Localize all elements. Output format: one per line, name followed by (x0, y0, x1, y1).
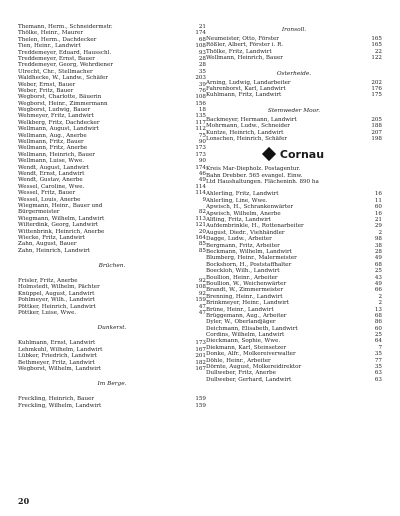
entry-house-number: 2 (378, 300, 382, 307)
entry-name: Lonschen, Heinrich, Schäfer (206, 135, 288, 142)
entry-house-number: 20 (198, 228, 206, 235)
entry-house-number: 159 (195, 297, 206, 304)
entry-house-number: 35 (374, 364, 382, 371)
entry-name: Mohrmann, Ludw., Schneider (206, 123, 290, 130)
entry-name: Frisler, Fritz, Anerbe (18, 278, 78, 285)
entry-name: Brinkmeyer, Heinr., Landwirt (206, 300, 289, 307)
entry-house-number: 90 (198, 158, 206, 165)
entry-name: Freckling, Heinrich, Bauer (18, 396, 95, 403)
entry-house-number: 112 (195, 126, 206, 133)
entry-house-number: 11 (374, 197, 382, 204)
entry-name: Wellmann, Aug., Anerbe (18, 132, 87, 139)
entry-house-number: 77 (374, 357, 382, 364)
entry-house-number: 92 (198, 278, 206, 285)
entry-name: Dieckmann, Sophie, Wwe. (206, 338, 281, 345)
entry-house-number: 182 (195, 359, 206, 366)
directory-entry (18, 248, 206, 254)
entry-name: August, Diedr., Viehhändler (206, 229, 285, 236)
entry-house-number: 108 (195, 43, 206, 50)
entry-house-number: 164 (195, 234, 206, 241)
town-info (206, 166, 382, 185)
entry-house-number: 156 (195, 100, 206, 107)
entry-house-number: 60 (374, 325, 382, 332)
entry-name: Themann, Herm., Schneidermstr. (18, 24, 113, 30)
entry-house-number: 203 (195, 75, 206, 82)
town-name: Cornau (279, 147, 325, 161)
entry-house-number: 18 (198, 107, 206, 114)
entry-house-number: 47 (198, 310, 206, 317)
entry-house-number: 66 (374, 287, 382, 294)
entry-house-number: 68 (374, 312, 382, 319)
entry-house-number: 25 (374, 268, 382, 275)
entry-house-number: 21 (374, 217, 382, 224)
entry-house-number: 159 (195, 402, 206, 409)
entry-name: Wessel, Fritz, Bauer (18, 190, 76, 197)
entry-name: Wegborst, Ludwig, Bauer (18, 107, 91, 114)
entry-house-number: 46 (198, 170, 206, 177)
entry-house-number: 63 (374, 370, 382, 377)
entry-name: Holmstedt, Wilhelm, Pächter (18, 284, 100, 291)
entry-house-number: 25 (374, 332, 382, 339)
entry-house-number: 28 (198, 62, 206, 69)
entry-house-number: 35 (374, 351, 382, 358)
entry-house-number: 174 (195, 164, 206, 171)
entry-house-number: 85 (198, 247, 206, 254)
entry-name: Thelen, Herm., Dachdecker (18, 36, 97, 43)
entry-name: Deichmann, Elisabeth, Landwirt (206, 325, 298, 332)
entry-house-number: 135 (195, 113, 206, 120)
entry-name: Bockshorn, H., Poststaffhalter (206, 261, 292, 268)
entry-name: Wiegmann, Heinr., Bauer und (18, 202, 103, 209)
entry-house-number: 76 (198, 87, 206, 94)
town-info-line: Bahn Drebber. 565 evangel. Einw. (206, 172, 303, 179)
entry-name: Dagge, Ludw., Arbeiter (206, 236, 272, 243)
entry-name: Boeckloh, Wilh., Landwirt (206, 268, 280, 275)
entry-name: Wendt, Ernst, Landwirt (18, 170, 85, 177)
entry-name: Wessel, Caroline, Wwe. (18, 183, 85, 190)
section-heading: Im Berge. (97, 381, 127, 388)
entry-name: Zahn, August, Bauer (18, 241, 77, 248)
entry-name: Wendt, Gustav, Anerbe (18, 177, 83, 184)
entry-house-number: 49 (374, 280, 382, 287)
entry-name: Welkberg, Fritz, Dachdecker (18, 119, 100, 126)
entry-house-number: 159 (195, 396, 206, 403)
section-heading: Ironsoll. (281, 27, 307, 33)
entry-house-number: 43 (374, 274, 382, 281)
entry-house-number: 108 (195, 94, 206, 101)
entry-house-number: 173 (195, 340, 206, 347)
section-heading: Dunkerst. (97, 325, 127, 332)
section-heading: Osterheide. (276, 70, 312, 77)
entry-name: Kuntze, Heinrich, Landwirt (206, 129, 284, 136)
entry-house-number: 16 (374, 210, 382, 217)
entry-name: Kuhlmann, Fritz, Landwirt (206, 92, 282, 99)
entry-name: Neumeister, Otto, Förster (206, 36, 279, 42)
entry-name: Weber, Ernst, Bauer (18, 81, 76, 88)
entry-house-number: 86 (374, 319, 382, 326)
entry-house-number: 188 (371, 123, 382, 130)
entry-name: Boullion, Heinr., Arbeiter (206, 274, 278, 281)
entry-house-number: 82 (198, 209, 206, 216)
entry-name: Waldhecke, W., Landw., Schäfer (18, 75, 109, 82)
entry-name: Diekmann, Karl, Steinsetzer (206, 344, 287, 351)
entry-house-number: 201 (195, 353, 206, 360)
entry-house-number: 93 (198, 49, 206, 56)
entry-house-number: 9 (202, 196, 206, 203)
entry-name: Kuhlmann, Ernst, Landwirt (18, 340, 96, 347)
entry-name: Lübker, Friedrich, Landwirt (18, 353, 97, 360)
entry-name: Thölke, Heinr., Maurer (18, 30, 84, 37)
entry-name: Bergmann, Fritz, Arbeiter (206, 242, 280, 249)
entry-name: Thölke, Fritz, Landwirt (206, 48, 272, 55)
entry-name: Backmeyer, Hermann, Landwirt (206, 116, 297, 123)
entry-name: Wellmann, Fritz, Anerbe (18, 145, 88, 152)
entry-house-number: 207 (371, 129, 382, 136)
entry-name: Wiecke, Fritz, Landwirt (18, 234, 85, 241)
entry-house-number: 47 (198, 303, 206, 310)
entry-name: Pöttker, Heinrich, Landwirt (18, 303, 96, 310)
entry-house-number: 49 (374, 255, 382, 262)
entry-house-number: 64 (374, 338, 382, 345)
entry-name: Ahlerling, Fritz, Landwirt (206, 191, 279, 198)
entry-name: Wilterdink, Georg, Landwirt (18, 222, 99, 229)
entry-name: Dyler, W., Oberlandjäger (206, 319, 276, 326)
entry-name: Cordins, Wilhelm, Landwirt (206, 332, 285, 339)
entry-name: Wendt, August, Landwirt (18, 164, 89, 171)
entry-name: Wegborst, Charlotte, Bäuerin (18, 94, 102, 101)
entry-name: Donke, Alfr., Molkereiverwalter (206, 351, 296, 358)
entry-house-number: 175 (371, 92, 382, 99)
entry-house-number: 68 (374, 261, 382, 268)
town-heading (206, 142, 382, 166)
entry-house-number: 28 (198, 55, 206, 62)
entry-house-number: 202 (371, 79, 382, 86)
entry-name: Wittenbrink, Heinrich, Anerbe (18, 228, 105, 235)
page-number: 20 (18, 496, 30, 506)
entry-house-number: 7 (378, 344, 382, 351)
entry-house-number: 16 (374, 191, 382, 198)
entry-name: Apwisch, Wilhelm, Anerbe (206, 210, 281, 217)
entry-name: Bürgermeister (18, 209, 60, 216)
entry-name: Ahlerling, Line, Wwe. (206, 197, 268, 204)
entry-house-number: 68 (198, 36, 206, 43)
entry-name: Wehmeyer, Fritz, Landwirt (18, 113, 94, 120)
entry-name: Rößler, Albert, Förster i. R. (206, 42, 284, 49)
entry-house-number: 38 (374, 242, 382, 249)
entry-name: Fahrenborst, Karl, Landwirt (206, 85, 286, 92)
entry-name: Tien, Heinr., Landwirt (18, 43, 81, 50)
entry-name: Döhle, Heinr., Arbeiter (206, 357, 271, 364)
entry-name: Pohlmeyer, Wilh., Landwirt (18, 297, 95, 304)
entry-house-number: 28 (374, 248, 382, 255)
entry-name: Wiegmann, Wilhelm, Landwirt (18, 215, 105, 222)
entry-name: Apwisch, H., Schrankenwärter (206, 204, 294, 211)
entry-name: Arning, Ludwig, Landarbeiter (206, 79, 291, 86)
entry-name: Dörnte, August, Molkereidirektor (206, 364, 302, 371)
entry-house-number: 13 (374, 306, 382, 313)
entry-name: Ulrecht, Chr., Stellmacher (18, 68, 93, 75)
entry-house-number: 85 (198, 241, 206, 248)
entry-house-number: 2 (378, 293, 382, 300)
entry-house-number: 29 (374, 223, 382, 230)
entry-name: Dullweber, Gerhard, Landwirt (206, 376, 292, 383)
entry-name: Wegborst, Wilhelm, Landwirt (18, 365, 102, 372)
town-info-line: Kreis Mar-Diepholz. Postagentur. (206, 166, 301, 173)
entry-name: Wellmann, Fritz, Bauer (18, 139, 84, 146)
directory-entry (206, 55, 382, 61)
directory-entry (18, 403, 206, 409)
directory-entry (206, 136, 382, 142)
right-column (206, 24, 382, 383)
entry-name: Brüggemann, Aug., Arbeiter (206, 312, 287, 319)
entry-house-number: 165 (371, 42, 382, 49)
entry-house-number: 165 (371, 36, 382, 42)
right-column-bottom (206, 191, 382, 383)
entry-name: Wellmann, Luise, Wwe. (18, 158, 85, 165)
entry-house-number: 167 (195, 346, 206, 353)
directory-entry (18, 310, 206, 316)
entry-name: Wellmann, Heinrich, Bauer (206, 55, 283, 62)
entry-name: Blumberg, Heinr., Malermeister (206, 255, 297, 262)
entry-name: Wegborst, Heinr., Zimmermann (18, 100, 108, 107)
entry-name: Pöttker, Luise, Wwe. (18, 310, 77, 317)
entry-name: Zahn, Heinrich, Landwirt (18, 247, 91, 254)
entry-house-number: 2 (378, 229, 382, 236)
entry-house-number: 117 (195, 119, 206, 126)
entry-name: Beckmann, Wilhelm, Landwirt (206, 248, 292, 255)
entry-name: Weber, Fritz, Bauer (18, 87, 74, 94)
entry-house-number: 174 (195, 30, 206, 37)
entry-name: Boullion, W., Weichenwärter (206, 280, 287, 287)
entry-house-number: 75 (198, 132, 206, 139)
entry-house-number: 35 (198, 68, 206, 75)
entry-name: Brandt, W., Zimmermeister (206, 287, 283, 294)
entry-name: Alfling, Fritz, Landwirt (206, 217, 271, 224)
right-column-top (206, 24, 382, 142)
entry-house-number: 198 (371, 135, 382, 142)
entry-house-number: 108 (195, 284, 206, 291)
section-heading: Stemweder Moor. (267, 107, 321, 114)
entry-name: Freckling, Wilhelm, Landwirt (18, 402, 102, 409)
entry-name: Brüne, Heinr., Landwirt (206, 306, 274, 313)
entry-name: Knüppel, August, Landwirt (18, 290, 95, 297)
entry-house-number: 60 (374, 204, 382, 211)
entry-house-number: 122 (371, 55, 382, 62)
entry-house-number: 90 (198, 139, 206, 146)
entry-house-number: 21 (198, 24, 206, 30)
entry-house-number: 113 (195, 215, 206, 222)
entry-name: Treddemeyer, Georg, Wehrdiener (18, 62, 113, 69)
entry-house-number: 173 (195, 151, 206, 158)
entry-name: Wellmann, Heinrich, Bauer (18, 151, 95, 158)
entry-name: Brenning, Heinr., Landwirt (206, 293, 283, 300)
directory-entry (206, 92, 382, 98)
entry-name: Wessel, Louis, Anerbe (18, 196, 81, 203)
entry-name: Bethmeyer, Fritz, Landwirt (18, 359, 95, 366)
entry-house-number: 121 (195, 222, 206, 229)
entry-house-number: 114 (195, 190, 206, 197)
entry-house-number: 205 (371, 116, 382, 123)
entry-house-number: 63 (374, 376, 382, 383)
directory-entry (206, 377, 382, 383)
entry-house-number: 92 (198, 290, 206, 297)
entry-house-number: 176 (371, 85, 382, 92)
diamond-icon (262, 147, 276, 161)
entry-house-number: 98 (374, 236, 382, 243)
entry-name: Wellmann, August, Landwirt (18, 126, 99, 133)
entry-house-number: 49 (198, 177, 206, 184)
entry-house-number: 167 (195, 365, 206, 372)
entry-house-number: 173 (195, 145, 206, 152)
section-heading: Brüchen. (98, 263, 126, 270)
directory-entry (18, 366, 206, 372)
town-info-line: Ltd Haushaltungen. Flächeninh. 890 ha (206, 179, 319, 186)
entry-name: Lehmkuhl, Wilhelm, Landwirt (18, 346, 103, 353)
entry-name: Dullweber, Fritz, Anerbe (206, 370, 276, 377)
entry-house-number: 39 (198, 81, 206, 88)
entry-name: Aufdembrinkle, H., Rottenarbeiter (206, 223, 304, 230)
entry-house-number: 22 (374, 48, 382, 55)
entry-house-number: 114 (195, 183, 206, 190)
left-column (18, 24, 206, 409)
entry-name: Treddemeyer, Eduard, Hausschl. (18, 49, 112, 56)
entry-name: Treddemeyer, Ernst, Bauer (18, 55, 95, 62)
